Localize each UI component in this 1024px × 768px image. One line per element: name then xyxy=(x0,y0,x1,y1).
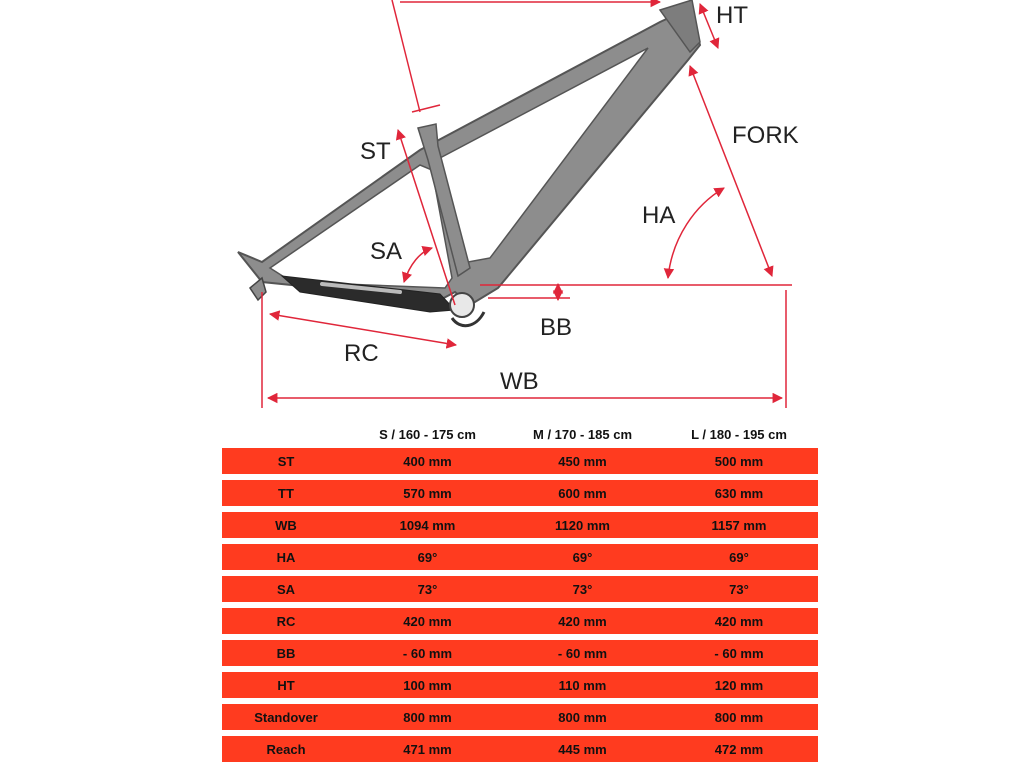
table-row xyxy=(222,576,818,602)
value-l: 73° xyxy=(729,581,749,597)
ht-label: HT xyxy=(716,2,748,29)
value-m: 800 mm xyxy=(558,709,607,725)
row-label: WB xyxy=(275,517,297,533)
header-size-l: L / 180 - 195 cm xyxy=(691,427,787,442)
row-label: ST xyxy=(277,453,295,469)
ha-label: HA xyxy=(642,202,676,229)
value-m: 69° xyxy=(572,549,593,565)
value-l: 420 mm xyxy=(714,613,764,629)
value-m: 600 mm xyxy=(558,485,607,501)
bb-label: BB xyxy=(540,314,573,341)
row-label: TT xyxy=(278,485,294,501)
row-label: HA xyxy=(276,549,296,565)
row-label: Reach xyxy=(266,741,306,757)
table-row xyxy=(222,736,818,762)
value-s: 420 mm xyxy=(403,613,452,629)
value-s: 400 mm xyxy=(403,453,452,469)
table-row xyxy=(222,512,818,538)
value-m: 450 mm xyxy=(558,453,607,469)
value-l: 120 mm xyxy=(714,677,764,693)
table-header xyxy=(222,420,818,442)
sa-label: SA xyxy=(370,238,403,265)
row-label: SA xyxy=(276,581,296,597)
rc-label: RC xyxy=(344,340,379,367)
value-s: 1094 mm xyxy=(399,517,456,533)
table-row xyxy=(222,480,818,506)
frame-shape xyxy=(238,0,700,326)
table-row xyxy=(222,544,818,570)
fork-label: FORK xyxy=(732,122,799,149)
value-m: 73° xyxy=(572,581,593,597)
header-size-s: S / 160 - 175 cm xyxy=(379,427,476,442)
value-l: 800 mm xyxy=(714,709,764,725)
row-label: HT xyxy=(277,677,295,693)
st-label: ST xyxy=(360,138,391,165)
value-s: - 60 mm xyxy=(402,645,453,661)
table-row xyxy=(222,640,818,666)
value-m: 110 mm xyxy=(558,677,607,693)
value-l: - 60 mm xyxy=(714,645,764,661)
value-s: 69° xyxy=(417,549,438,565)
value-m: 445 mm xyxy=(558,741,607,757)
value-l: 630 mm xyxy=(714,485,764,501)
value-l: 1157 mm xyxy=(711,517,767,533)
value-l: 500 mm xyxy=(714,453,764,469)
value-s: 100 mm xyxy=(403,677,452,693)
table-row xyxy=(222,672,818,698)
table-row xyxy=(222,608,818,634)
row-label: BB xyxy=(276,645,296,661)
value-s: 800 mm xyxy=(403,709,452,725)
value-s: 73° xyxy=(417,581,438,597)
row-label: RC xyxy=(276,613,296,629)
value-l: 69° xyxy=(729,549,749,565)
value-m: 420 mm xyxy=(558,613,607,629)
value-m: - 60 mm xyxy=(557,645,608,661)
header-size-m: M / 170 - 185 cm xyxy=(533,427,632,442)
value-l: 472 mm xyxy=(714,741,764,757)
wb-label: WB xyxy=(500,368,539,395)
table-row xyxy=(222,448,818,474)
table-row xyxy=(222,704,818,730)
value-s: 471 mm xyxy=(403,741,452,757)
row-label: Standover xyxy=(254,709,318,725)
geometry-table xyxy=(222,420,818,762)
value-s: 570 mm xyxy=(403,485,452,501)
value-m: 1120 mm xyxy=(555,517,610,533)
